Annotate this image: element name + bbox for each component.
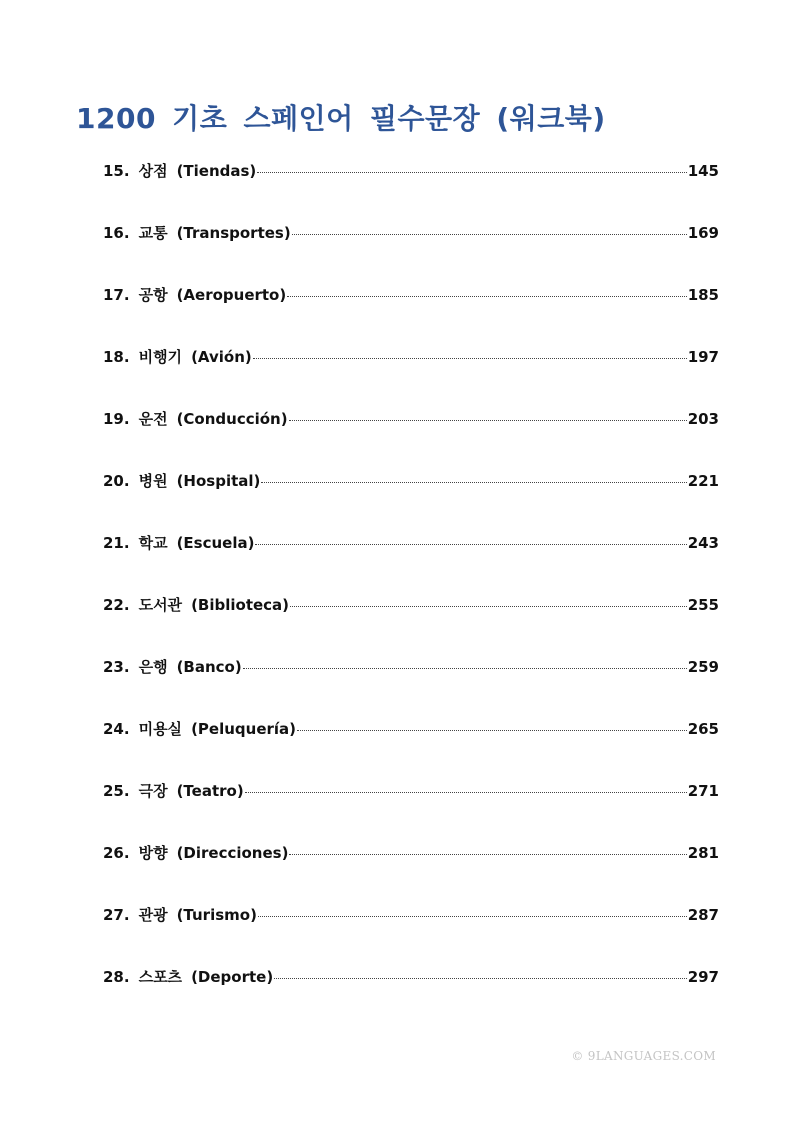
toc-entry-spanish-title: (Banco): [176, 658, 242, 676]
toc-entry-korean-title: 극장: [138, 782, 168, 800]
toc-entry[interactable]: [103, 222, 719, 284]
toc-dot-leader: [255, 544, 686, 545]
toc-entry[interactable]: [103, 656, 719, 718]
toc-entry[interactable]: [103, 532, 719, 594]
toc-entry-page-number: 169: [687, 224, 719, 242]
toc-entry-spanish-title: (Peluquería): [191, 720, 297, 738]
toc-entry-page-number: 265: [687, 720, 719, 738]
toc-entry-number: 22.: [103, 596, 130, 614]
toc-entry-korean-title: 상점: [138, 162, 168, 180]
toc-entry-page-number: 243: [687, 534, 719, 552]
toc-entry-page-number: 185: [687, 286, 719, 304]
toc-entry[interactable]: [103, 470, 719, 532]
toc-entry[interactable]: [103, 284, 719, 346]
toc-entry-korean-title: 교통: [138, 224, 168, 242]
page-title: 1200 기초 스페인어 필수문장 (워크북): [76, 101, 606, 135]
toc-entry-number: 21.: [103, 534, 130, 552]
toc-dot-leader: [289, 854, 686, 855]
toc-entry-korean-title: 비행기: [138, 348, 183, 366]
toc-dot-leader: [289, 420, 687, 421]
toc-dot-leader: [287, 296, 686, 297]
toc-entry-number: 28.: [103, 968, 130, 986]
toc-entry-number: 17.: [103, 286, 130, 304]
toc-dot-leader: [243, 668, 687, 669]
toc-entry[interactable]: [103, 408, 719, 470]
toc-dot-leader: [245, 792, 687, 793]
toc-entry[interactable]: [103, 842, 719, 904]
toc-entry-spanish-title: (Turismo): [176, 906, 257, 924]
toc-entry-korean-title: 병원: [138, 472, 168, 490]
toc-entry-spanish-title: (Transportes): [176, 224, 291, 242]
toc-entry-page-number: 221: [687, 472, 719, 490]
toc-dot-leader: [253, 358, 687, 359]
toc-dot-leader: [297, 730, 687, 731]
toc-entry-number: 27.: [103, 906, 130, 924]
toc-entry[interactable]: [103, 594, 719, 656]
toc-dot-leader: [261, 482, 686, 483]
toc-dot-leader: [258, 916, 687, 917]
toc-entry-page-number: 203: [687, 410, 719, 428]
toc-entry-page-number: 197: [687, 348, 719, 366]
toc-entry-number: 18.: [103, 348, 130, 366]
toc-entry-korean-title: 미용실: [138, 720, 183, 738]
toc-entry-korean-title: 관광: [138, 906, 168, 924]
toc-entry[interactable]: [103, 904, 719, 966]
toc-entry[interactable]: [103, 718, 719, 780]
toc-entry-number: 19.: [103, 410, 130, 428]
toc-entry-page-number: 297: [687, 968, 719, 986]
table-of-contents: [103, 160, 719, 1028]
toc-entry-korean-title: 공항: [138, 286, 168, 304]
toc-entry-korean-title: 도서관: [138, 596, 183, 614]
toc-entry-spanish-title: (Aeropuerto): [176, 286, 287, 304]
toc-entry-spanish-title: (Deporte): [191, 968, 274, 986]
toc-entry-korean-title: 은행: [138, 658, 168, 676]
toc-entry-page-number: 255: [687, 596, 719, 614]
toc-entry-page-number: 145: [687, 162, 719, 180]
toc-entry[interactable]: [103, 346, 719, 408]
toc-entry-spanish-title: (Direcciones): [176, 844, 289, 862]
toc-entry[interactable]: [103, 160, 719, 222]
toc-entry-number: 26.: [103, 844, 130, 862]
toc-entry-korean-title: 스포츠: [138, 968, 183, 986]
toc-entry-spanish-title: (Hospital): [176, 472, 261, 490]
toc-entry-number: 24.: [103, 720, 130, 738]
toc-entry-number: 16.: [103, 224, 130, 242]
toc-entry-page-number: 287: [687, 906, 719, 924]
toc-entry-korean-title: 운전: [138, 410, 168, 428]
toc-entry-korean-title: 학교: [138, 534, 168, 552]
toc-entry-number: 20.: [103, 472, 130, 490]
copyright-watermark: © 9LANGUAGES.COM: [571, 1049, 716, 1063]
toc-entry-page-number: 281: [687, 844, 719, 862]
toc-entry-spanish-title: (Biblioteca): [191, 596, 290, 614]
toc-dot-leader: [274, 978, 687, 979]
toc-entry-spanish-title: (Avión): [191, 348, 252, 366]
toc-dot-leader: [257, 172, 686, 173]
toc-entry-korean-title: 방향: [138, 844, 168, 862]
toc-entry-number: 15.: [103, 162, 130, 180]
toc-entry[interactable]: [103, 780, 719, 842]
toc-entry-page-number: 259: [687, 658, 719, 676]
toc-entry[interactable]: [103, 966, 719, 1028]
toc-entry-spanish-title: (Conducción): [176, 410, 288, 428]
toc-dot-leader: [290, 606, 687, 607]
toc-entry-spanish-title: (Escuela): [176, 534, 255, 552]
toc-entry-spanish-title: (Tiendas): [176, 162, 257, 180]
toc-entry-page-number: 271: [687, 782, 719, 800]
toc-entry-number: 23.: [103, 658, 130, 676]
toc-entry-number: 25.: [103, 782, 130, 800]
toc-dot-leader: [292, 234, 687, 235]
toc-entry-spanish-title: (Teatro): [176, 782, 244, 800]
